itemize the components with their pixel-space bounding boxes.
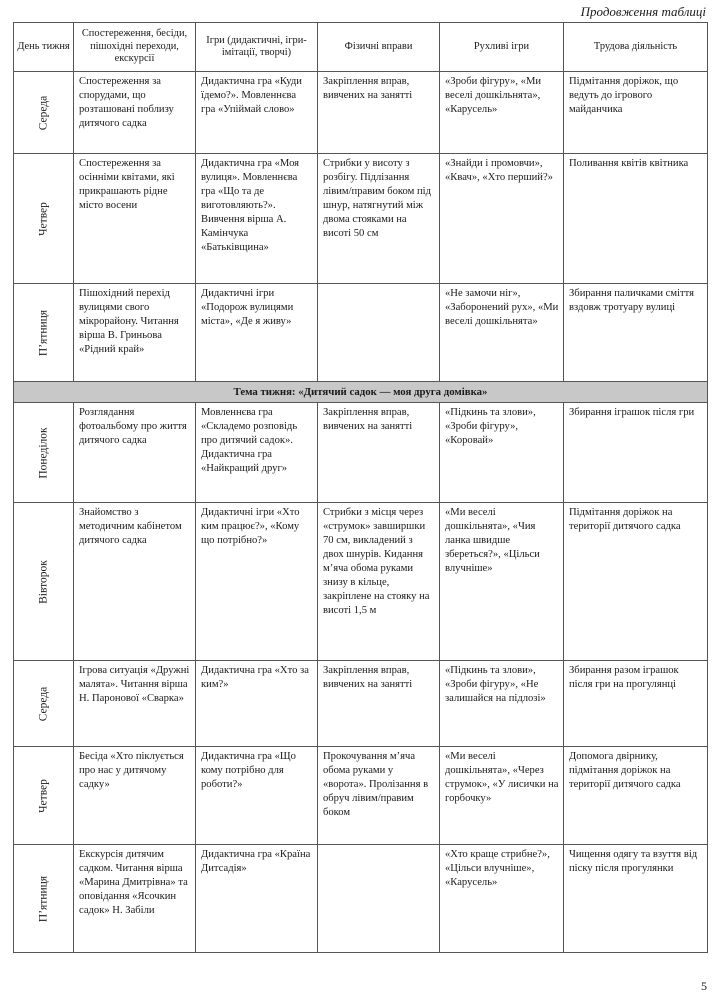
day-cell: П’ятниця [14, 845, 74, 953]
day-cell: Понеділок [14, 403, 74, 503]
day-cell: Середа [14, 661, 74, 747]
active-games-cell: «Хто краще стрибне?», «Цільси влучніше», «Карусель» [440, 845, 564, 953]
active-games-cell: «Знайди і промовчи», «Квач», «Хто перший?» [440, 154, 564, 284]
active-games-cell: «Підкинь та злови», «Зроби фігуру», «Не залишайся на підлозі» [440, 661, 564, 747]
page-number: 5 [701, 979, 707, 993]
observations-cell: Бесіда «Хто піклується про нас у дитячому садку» [74, 747, 196, 845]
games-cell: Дидактичні ігри «Подорож вулицями міста», «Де я живу» [196, 284, 318, 382]
weekly-plan-table [13, 22, 708, 953]
day-cell: Четвер [14, 747, 74, 845]
table-row [14, 403, 708, 503]
active-games-cell: «Зроби фігуру», «Ми веселі дошкільнята», «Карусель» [440, 72, 564, 154]
day-cell: П’ятниця [14, 284, 74, 382]
labor-cell: Збирання іграшок після гри [564, 403, 708, 503]
labor-cell: Збирання паличками сміття вздовж тротуару вулиці [564, 284, 708, 382]
games-cell: Дидактична гра «Куди їдемо?». Мовленнєва гра «Упіймай слово» [196, 72, 318, 154]
day-cell: Середа [14, 72, 74, 154]
day-cell: Четвер [14, 154, 74, 284]
observations-cell: Знайомство з методичним кабінетом дитячого садка [74, 503, 196, 661]
continuation-label: Продовження таблиці [580, 4, 706, 19]
header-row [14, 23, 708, 72]
table-row [14, 154, 708, 284]
physical-cell: Закріплення вправ, вивчених на занятті [318, 661, 440, 747]
table-row [14, 284, 708, 382]
active-games-cell: «Підкинь та злови», «Зроби фігуру», «Коровай» [440, 403, 564, 503]
games-cell: Дидактична гра «Країна Дитсадія» [196, 845, 318, 953]
observations-cell: Спостереження за спорудами, що розташовані поблизу дитячого садка [74, 72, 196, 154]
header-labor: Трудова діяльність [564, 23, 708, 72]
day-cell: Вівторок [14, 503, 74, 661]
physical-cell [318, 284, 440, 382]
header-day: День тижня [14, 23, 74, 72]
physical-cell: Прокочування м’яча обома руками у «ворота». Пролізання в обруч лівим/правим боком [318, 747, 440, 845]
labor-cell: Допомога двірнику, підмітання доріжок на території дитячого садка [564, 747, 708, 845]
physical-cell: Закріплення вправ, вивчених на занятті [318, 403, 440, 503]
table-row [14, 72, 708, 154]
observations-cell: Екскурсія дитячим садком. Читання вірша «Марина Дмитрівна» та оповідання «Ясочкин садок» Н. Забіли [74, 845, 196, 953]
games-cell: Мовленнєва гра «Складемо розповідь про дитячий садок». Дидактична гра «Найкращий друг» [196, 403, 318, 503]
labor-cell: Підмітання доріжок на території дитячого садка [564, 503, 708, 661]
header-games: Ігри (дидактичні, ігри-імітації, творчі) [196, 23, 318, 72]
games-cell: Дидактична гра «Моя вулиця». Мовленнєва гра «Що та де виготовляють?». Вивчення вірша А. Камінчука «Батьківщина» [196, 154, 318, 284]
labor-cell: Чищення одягу та взуття від піску після прогулянки [564, 845, 708, 953]
labor-cell: Збирання разом іграшок після гри на прогулянці [564, 661, 708, 747]
physical-cell: Закріплення вправ, вивчених на занятті [318, 72, 440, 154]
active-games-cell: «Не замочи ніг», «Заборонений рух», «Ми веселі дошкільнята» [440, 284, 564, 382]
labor-cell: Підмітання доріжок, що ведуть до ігрового майданчика [564, 72, 708, 154]
observations-cell: Пішохідний перехід вулицями свого мікрорайону. Читання вірша В. Гриньова «Рідний край» [74, 284, 196, 382]
table-row [14, 661, 708, 747]
observations-cell: Розглядання фотоальбому про життя дитячого садка [74, 403, 196, 503]
header-active-games: Рухливі ігри [440, 23, 564, 72]
games-cell: Дидактична гра «Хто за ким?» [196, 661, 318, 747]
labor-cell: Поливання квітів квітника [564, 154, 708, 284]
observations-cell: Ігрова ситуація «Дружні малята». Читання вірша Н. Паронової «Сварка» [74, 661, 196, 747]
table-row [14, 845, 708, 953]
physical-cell [318, 845, 440, 953]
physical-cell: Стрибки з місця через «струмок» завширшки 70 см, викладений з двох шнурів. Кидання м’яча обома руками знизу в кільце, закріплене на стояку на висоті 1,5 м [318, 503, 440, 661]
header-observations: Спостереження, бесіди, пішохідні переходи, екскурсії [74, 23, 196, 72]
table-row [14, 747, 708, 845]
header-physical: Фізичні вправи [318, 23, 440, 72]
physical-cell: Стрибки у висоту з розбігу. Підлізання лівим/правим боком під шнур, натягнутий між двома стояками на висоті 50 см [318, 154, 440, 284]
week-theme: Тема тижня: «Дитячий садок — моя друга домівка» [14, 382, 708, 403]
active-games-cell: «Ми веселі дошкільнята», «Чия ланка швидше збереться?», «Цільси влучніше» [440, 503, 564, 661]
active-games-cell: «Ми веселі дошкільнята», «Через струмок», «У лисички на горбочку» [440, 747, 564, 845]
games-cell: Дидактична гра «Що кому потрібно для роботи?» [196, 747, 318, 845]
table-row [14, 503, 708, 661]
games-cell: Дидактичні ігри «Хто ким працює?», «Кому що потрібно?» [196, 503, 318, 661]
theme-row [14, 382, 708, 403]
observations-cell: Спостереження за осінніми квітами, які прикрашають рідне місто восени [74, 154, 196, 284]
